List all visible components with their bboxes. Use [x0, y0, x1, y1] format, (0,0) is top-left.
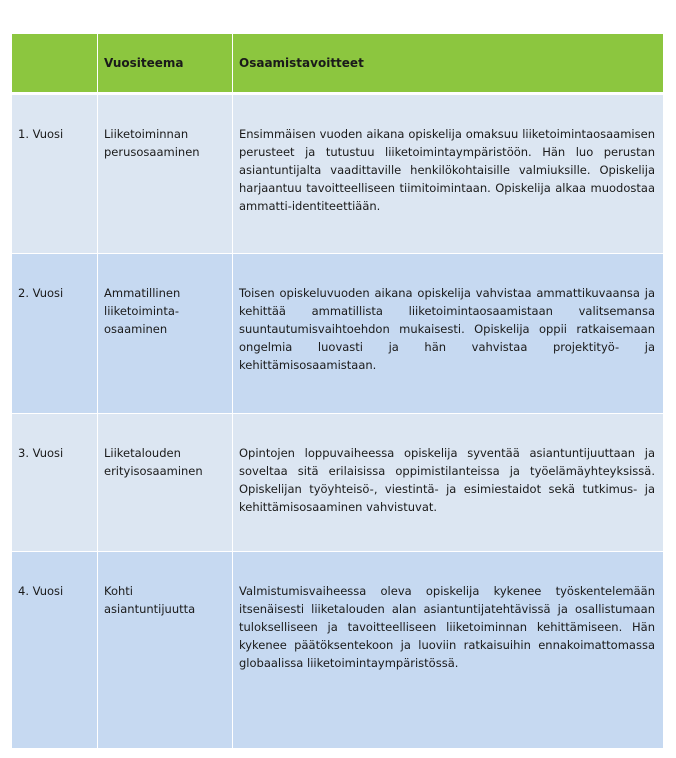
goals-cell: Ensimmäisen vuoden aikana opiskelija omaksuu liiketoimintaosaamisen perusteet ja tutustuu liiketoimintaympäristöön. Hän luo perustan asiantuntijalta vaadittaville henkilökohtaisille valmiuksille. Opiskelija harjaantuu tavoitteelliseen tiimitoimintaan. Opiskelija alkaa muodostaa ammatti-identiteettiään. — [233, 95, 663, 254]
table-header-row — [12, 34, 663, 95]
theme-cell: Liiketoiminnan perusosaaminen — [98, 95, 233, 254]
year-cell: 1. Vuosi — [12, 95, 98, 254]
curriculum-table — [12, 34, 663, 749]
goals-cell: Toisen opiskeluvuoden aikana opiskelija vahvistaa ammattikuvaansa ja kehittää ammatillista liiketoimintaosaamistaan valitsemansa suuntautumisvaihtoehdon mukaisesti. Opiskelija oppii ratkaisemaan ongelmia luovasti ja hän vahvistaa projektityö- ja kehittämisosaamistaan. — [233, 254, 663, 414]
header-goals: Osaamistavoitteet — [233, 34, 663, 95]
theme-cell: Kohti asiantuntijuutta — [98, 552, 233, 749]
table-row — [12, 414, 663, 552]
header-year — [12, 34, 98, 95]
header-theme: Vuositeema — [98, 34, 233, 95]
year-cell: 4. Vuosi — [12, 552, 98, 749]
goals-cell: Valmistumisvaiheessa oleva opiskelija kykenee työskentelemään itsenäisesti liiketalouden alan asiantuntijatehtävissä ja osallistumaan tulokselliseen ja tavoitteelliseen liiketoiminnan kehittämiseen. Hän kykenee päätöksentekoon ja luoviin ratkaisuihin ennakoimattomassa globaalissa liiketoimintaympäristössä. — [233, 552, 663, 749]
table-row — [12, 254, 663, 414]
table-row — [12, 95, 663, 254]
theme-cell: Liiketalouden erityisosaaminen — [98, 414, 233, 552]
goals-cell: Opintojen loppuvaiheessa opiskelija syventää asiantuntijuuttaan ja soveltaa sitä erilaisissa oppimistilanteissa ja työelämäyhteyksissä. Opiskelijan työyhteisö-, viestintä- ja esimiestaidot sekä tutkimus- ja kehittämisosaaminen vahvistuvat. — [233, 414, 663, 552]
theme-cell: Ammatillinen liiketoiminta-osaaminen — [98, 254, 233, 414]
table-row — [12, 552, 663, 749]
year-cell: 2. Vuosi — [12, 254, 98, 414]
year-cell: 3. Vuosi — [12, 414, 98, 552]
